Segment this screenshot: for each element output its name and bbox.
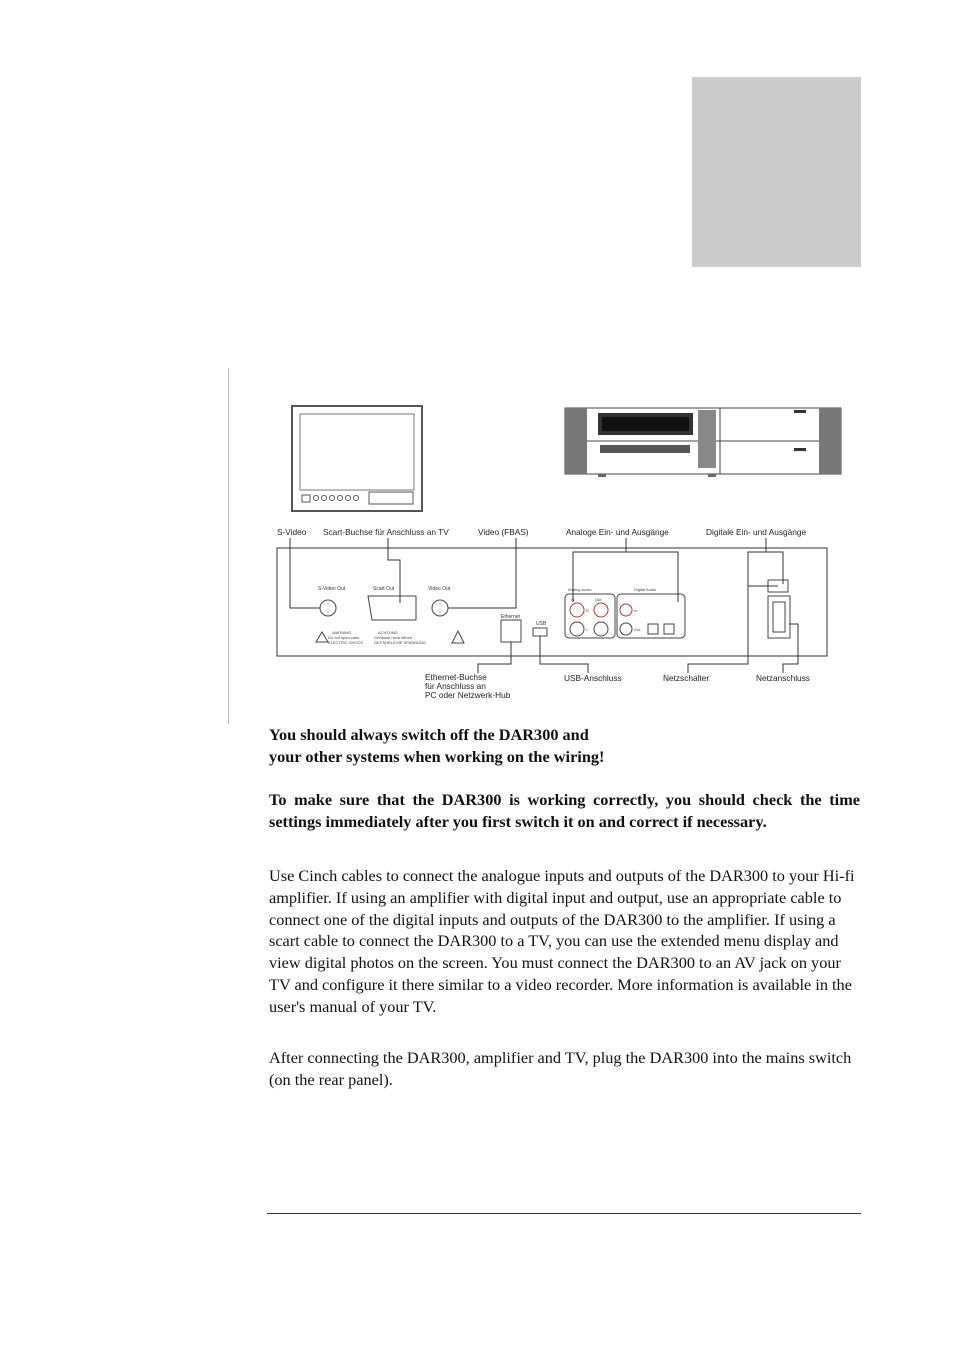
panel-warning-1: WARNING	[332, 630, 352, 635]
panel-scart-out: Scart Out	[373, 586, 395, 592]
panel-digital-audio: Digital Audio	[634, 587, 657, 592]
panel-usb: USB	[536, 621, 547, 627]
label-digital-io: Digitale Ein- und Ausgänge	[706, 527, 807, 537]
panel-analog-in: In	[571, 597, 575, 602]
footer-rule	[267, 1213, 861, 1214]
dar300-front-illustration	[565, 408, 841, 477]
mains-paragraph: After connecting the DAR300, amplifier and TV, plug the DAR300 into the mains switch (on the rear panel).	[269, 1048, 852, 1089]
panel-warning-2: Do not open case	[328, 635, 360, 640]
panel-achtung-2: Gehäuse nicht öffnen	[374, 635, 412, 640]
panel-achtung-1: ACHTUNG	[378, 630, 398, 635]
label-usb: USB-Anschluss	[564, 673, 622, 683]
panel-warning-3: ELECTRIC SHOCK	[328, 640, 364, 645]
panel-digital-out: Out	[634, 627, 641, 632]
label-scart: Scart-Buchse für Anschluss an TV	[323, 527, 449, 537]
margin-rule	[228, 368, 229, 724]
wiring-warning-line-2: your other systems when working on the wiring!	[269, 747, 605, 766]
label-ethernet-3: PC oder Netzwerk-Hub	[425, 690, 511, 700]
tv-illustration	[292, 406, 422, 511]
panel-s-video-out: S-Video Out	[318, 586, 346, 592]
panel-ethernet: Ethernet	[501, 614, 520, 620]
label-netzschalter: Netzschalter	[663, 673, 710, 683]
time-settings-notice: To make sure that the DAR300 is working correctly, you should check the time settings immediately after you first switch it on and correct if necessary.	[269, 790, 860, 831]
rear-panel	[277, 548, 827, 656]
label-ethernet-2: für Anschluss an	[425, 681, 486, 691]
cinch-paragraph: Use Cinch cables to connect the analogue inputs and outputs of the DAR300 to your Hi-fi amplifier. If using an amplifier with digital input and output, use an appropriate cable to connect one of the digital inputs and outputs of the DAR300 to the amplifier. If using a scart cable to connect the DAR300 to a TV, you can use the extended menu display and view digital photos on the screen. You must connect the DAR300 to an AV jack on your TV and configure it there similar to a video recorder. More information is available in the user's manual of your TV.	[269, 866, 855, 1016]
label-netzanschluss: Netzanschluss	[756, 673, 810, 683]
connection-diagram	[268, 398, 848, 710]
panel-digital-in: In	[634, 608, 638, 613]
panel-r: R	[586, 608, 589, 613]
panel-l: L	[586, 627, 589, 632]
label-video-fbas: Video (FBAS)	[478, 527, 529, 537]
label-ethernet-1: Ethernet-Buchse	[425, 672, 487, 682]
panel-analog-out: Out	[595, 597, 602, 602]
panel-analog-audio: Analog Audio	[568, 587, 592, 592]
label-analog-io: Analoge Ein- und Ausgänge	[566, 527, 669, 537]
wiring-warning	[269, 724, 869, 768]
chapter-tab-box	[692, 77, 861, 267]
panel-video-out: Video Out	[428, 586, 451, 592]
label-s-video: S-Video	[277, 527, 307, 537]
panel-achtung-3: GEFÄHRLICHE SPANNUNG	[374, 640, 426, 645]
wiring-warning-line-1: You should always switch off the DAR300 and	[269, 725, 589, 744]
